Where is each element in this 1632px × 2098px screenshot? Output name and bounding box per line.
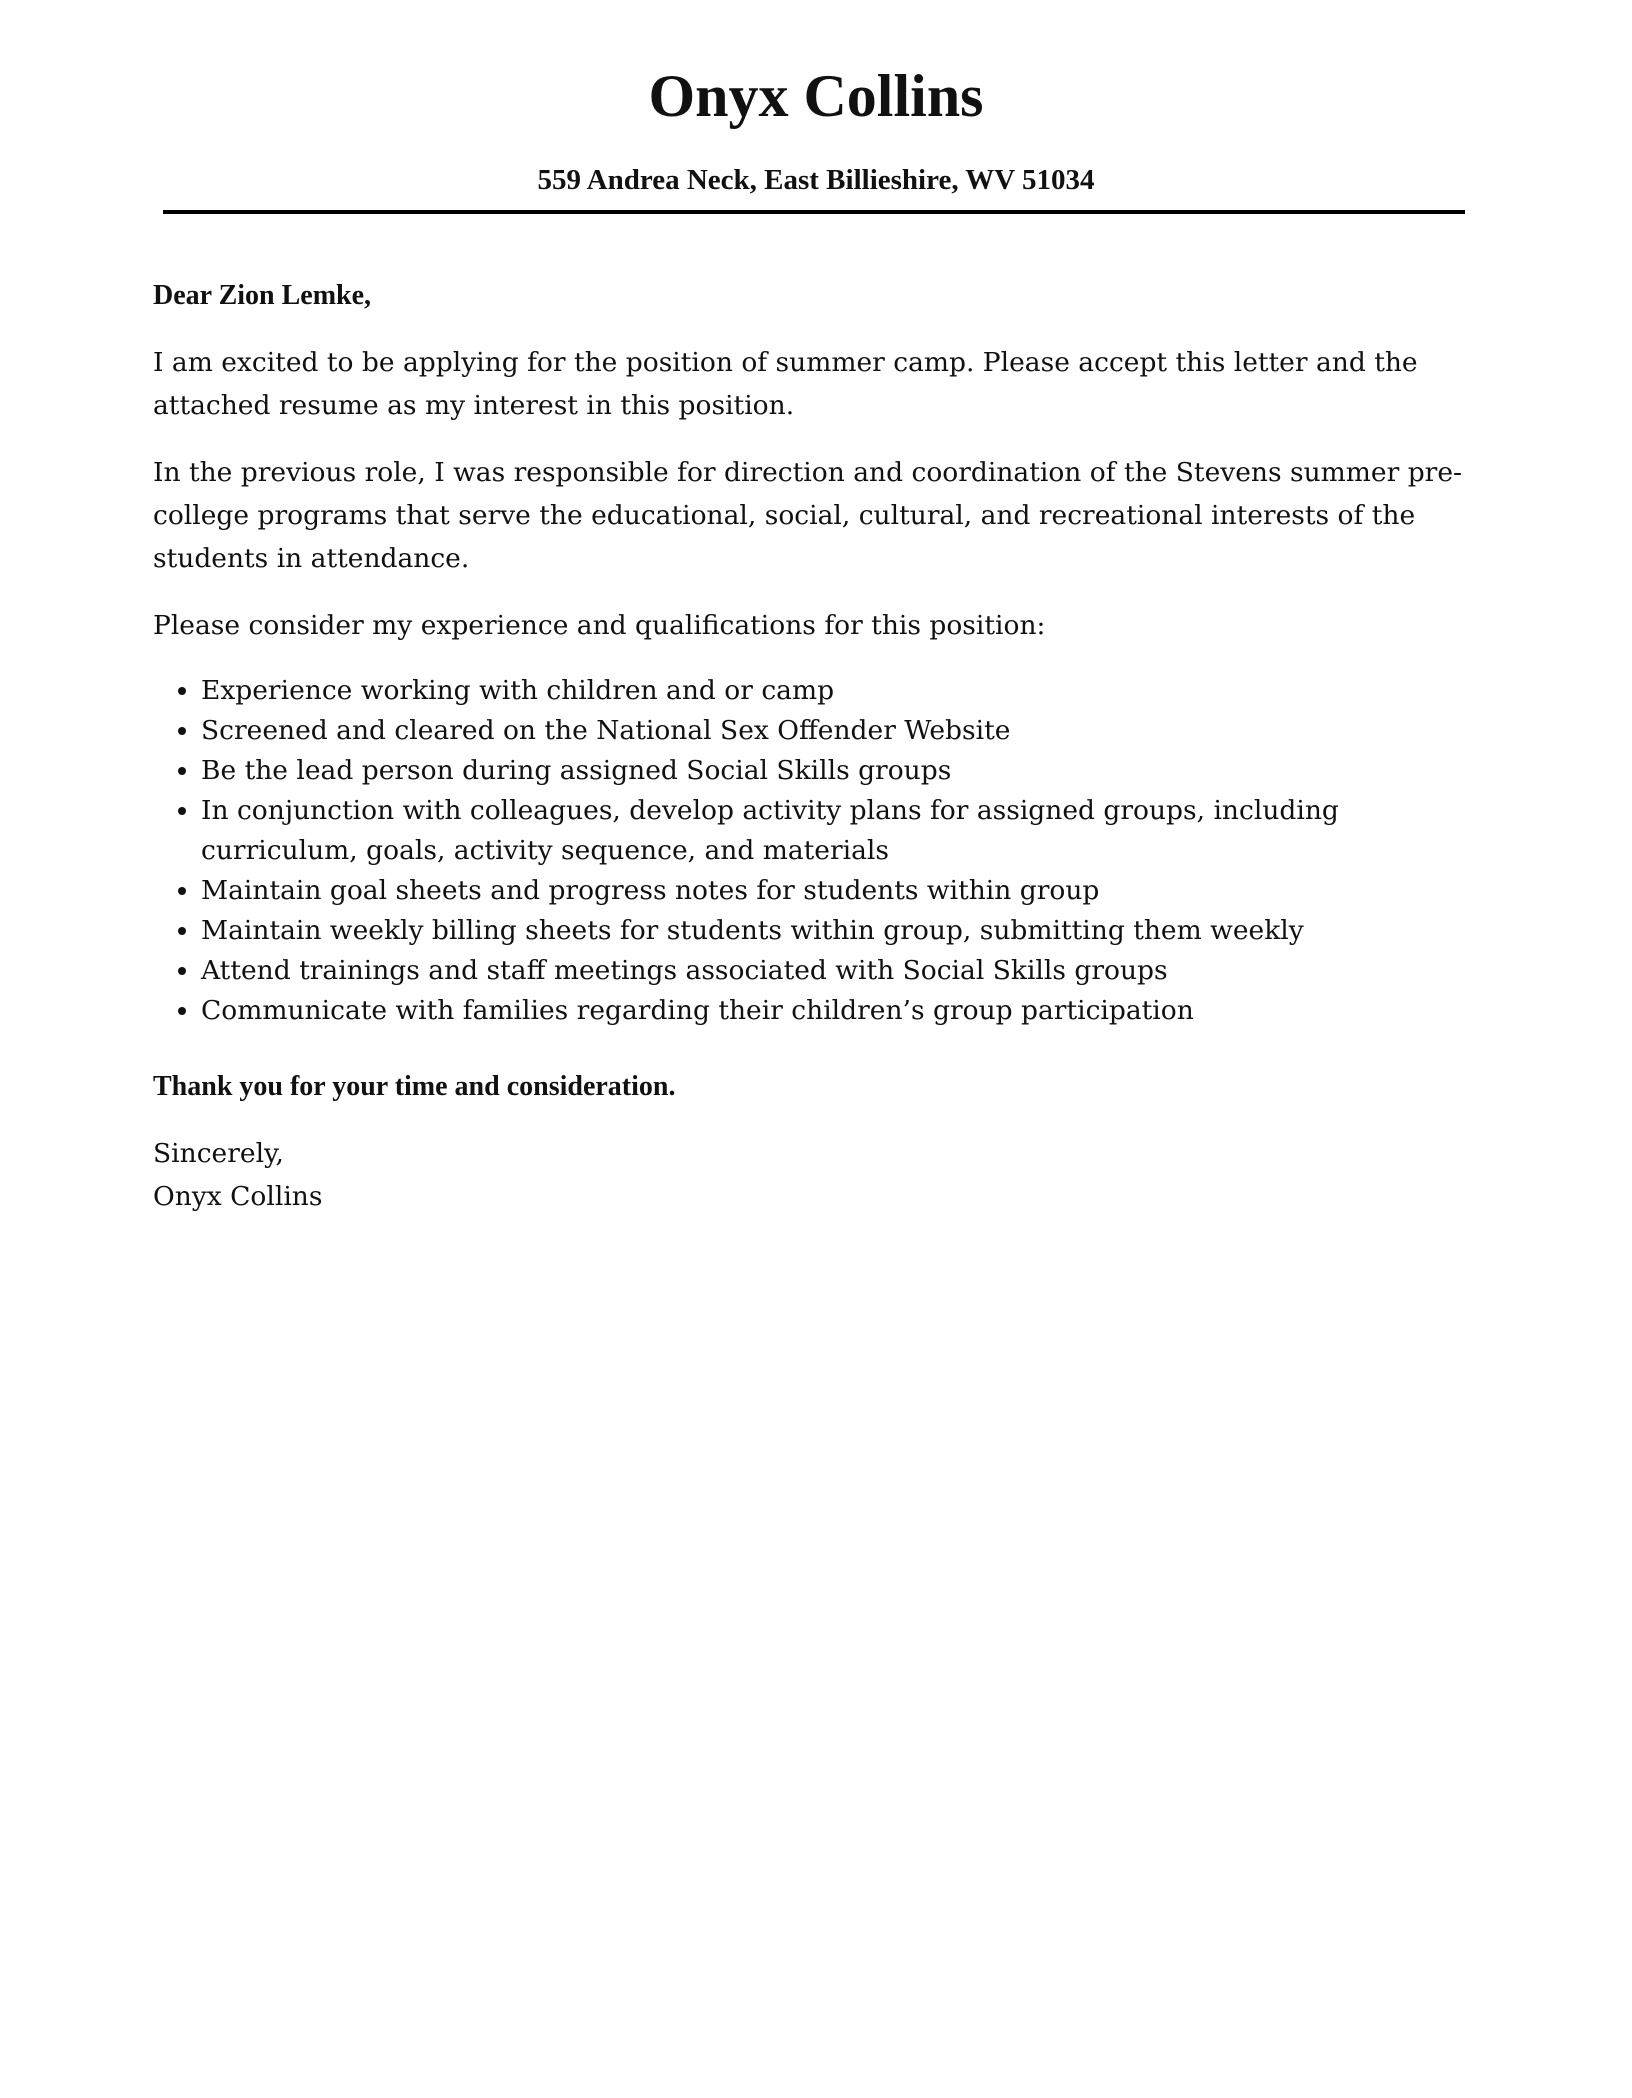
list-item: • Communicate with families regarding their children’s group participation <box>201 991 1483 1031</box>
list-item: • Screened and cleared on the National Sex Offender Website <box>201 711 1483 751</box>
list-item: • Be the lead person during assigned Social Skills groups <box>201 751 1483 791</box>
list-item: • Attend trainings and staff meetings associated with Social Skills groups <box>201 951 1483 991</box>
applicant-name: Onyx Collins <box>648 63 984 129</box>
letter-body <box>153 274 1483 1218</box>
paragraph-intro: I am excited to be applying for the position of summer camp. Please accept this letter and the attached resume as my interest in this position. <box>153 347 1418 421</box>
list-item: • Maintain weekly billing sheets for students within group, submitting them weekly <box>201 911 1483 951</box>
paragraph-experience: In the previous role, I was responsible for direction and coordination of the Stevens summer pre-college programs that serve the educational, social, cultural, and recreational interests of the students in attendance. <box>153 457 1462 574</box>
applicant-address: 559 Andrea Neck, East Billieshire, WV 51034 <box>537 164 1095 196</box>
header-divider <box>163 210 1465 214</box>
salutation: Dear Zion Lemke, <box>153 280 372 311</box>
qualifications-list <box>153 671 1483 1031</box>
list-item: • Maintain goal sheets and progress notes for students within group <box>201 871 1483 911</box>
list-item: • Experience working with children and or camp <box>201 671 1483 711</box>
signature: Onyx Collins <box>153 1181 323 1212</box>
list-item: • In conjunction with colleagues, develop activity plans for assigned groups, including curriculum, goals, activity sequence, and materials <box>201 791 1483 871</box>
paragraph-qualifications: Please consider my experience and qualifications for this position: <box>153 610 1046 641</box>
signoff: Sincerely, <box>153 1138 284 1169</box>
closing-line: Thank you for your time and consideration. <box>153 1071 676 1102</box>
letter-header <box>0 58 1632 198</box>
